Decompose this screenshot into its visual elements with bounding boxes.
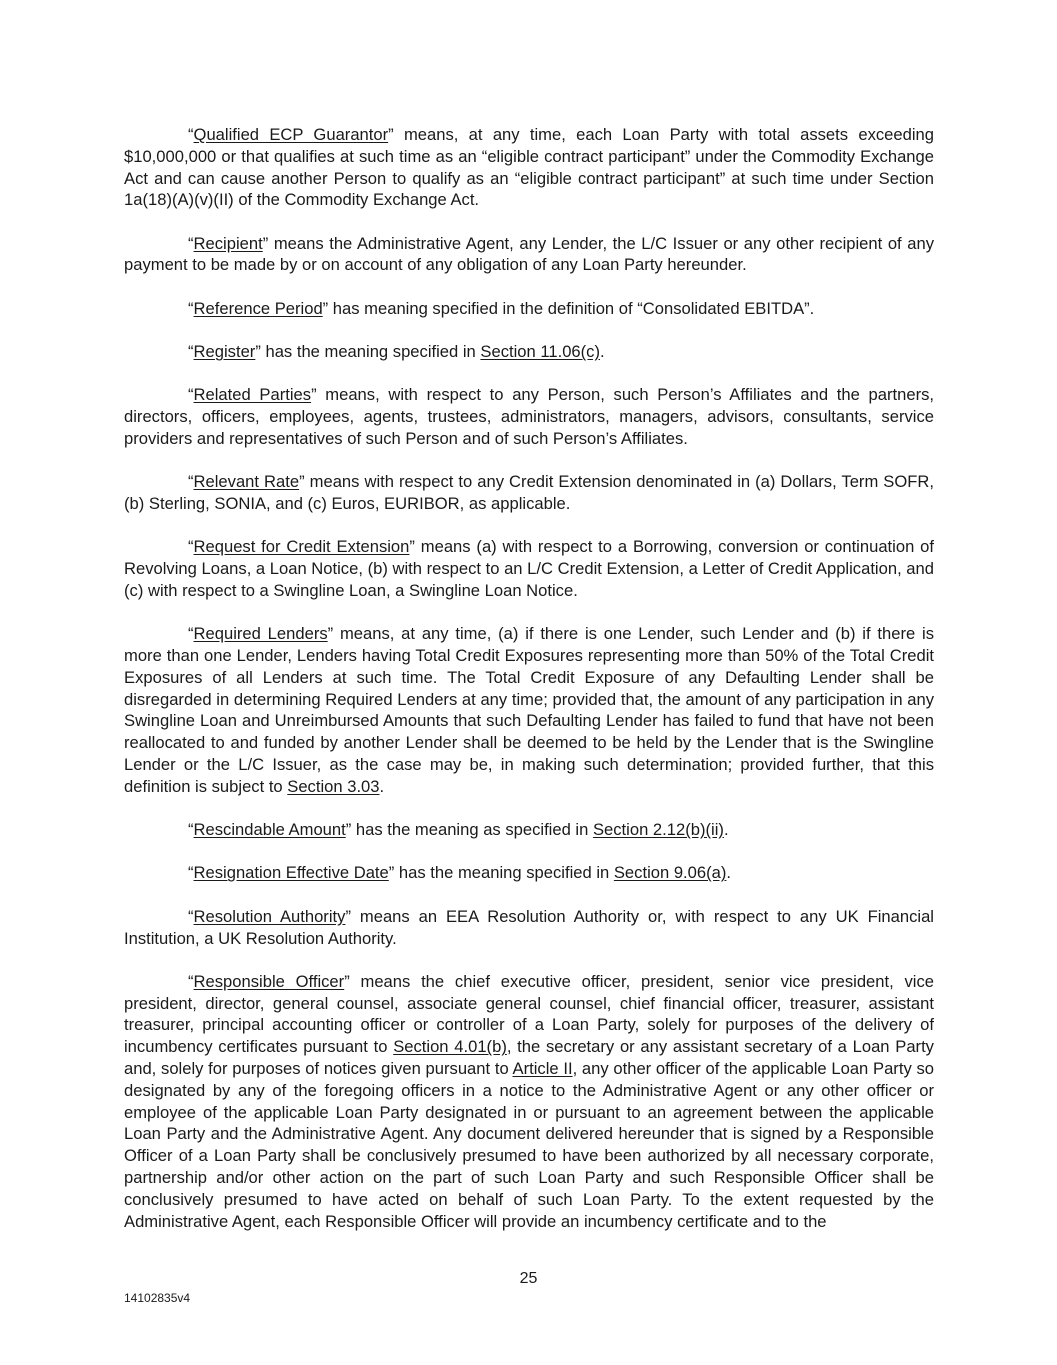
- section-reference: Section 4.01(b): [393, 1037, 507, 1057]
- defined-term: Rescindable Amount: [193, 820, 346, 840]
- document-id: 14102835v4: [124, 1291, 191, 1305]
- section-reference: Section 2.12(b)(ii): [592, 820, 724, 840]
- section-reference: Section 9.06(a): [613, 863, 727, 883]
- defined-term: Reference Period: [193, 298, 323, 318]
- definition-rescindable-amount: “Rescindable Amount” has the meaning as specified in Section 2.12(b)(ii).: [188, 820, 729, 840]
- defined-term: Recipient: [193, 233, 263, 253]
- defined-term: Required Lenders: [193, 624, 328, 644]
- page-number: 25: [519, 1270, 538, 1287]
- definition-request-for-credit-extension: “Request for Credit Extension” means (a) with respect to a Borrowing, conversion or continuation of Revolving Loans, a Loan Notice, (b) with respect to an L/C Credit Extension, a Letter of Credit Application, and (c) with respect to a Swingline Loan, a Swingline Loan Notice.: [124, 537, 934, 600]
- definition-relevant-rate: “Relevant Rate” means with respect to any Credit Extension denominated in (a) Dollars, Term SOFR, (b) Sterling, SONIA, and (c) Euros, EURIBOR, as applicable.: [124, 472, 934, 514]
- section-reference: Section 3.03: [287, 776, 380, 796]
- article-reference: Article II: [512, 1059, 573, 1078]
- definition-recipient: “Recipient” means the Administrative Agent, any Lender, the L/C Issuer or any other recipient of any payment to be made by or on account of any obligation of any Loan Party hereunder.: [124, 233, 934, 275]
- definition-related-parties: “Related Parties” means, with respect to any Person, such Person’s Affiliates and the partners, directors, officers, employees, agents, trustees, administrators, managers, advisors, consultants, service providers and representatives of such Person and of such Person’s Affiliates.: [124, 385, 935, 448]
- defined-term: Qualified ECP Guarantor: [193, 125, 389, 144]
- definition-resignation-effective-date: “Resignation Effective Date” has the meaning specified in Section 9.06(a).: [188, 863, 732, 883]
- section-reference: Section 11.06(c): [480, 342, 601, 362]
- definition-reference-period: “Reference Period” has meaning specified in the definition of “Consolidated EBITDA”.: [188, 298, 815, 318]
- defined-term: Related Parties: [193, 385, 312, 405]
- definition-qualified-ecp-guarantor: “Qualified ECP Guarantor” means, at any time, each Loan Party with total assets exceeding $10,000,000 or that qualifies at such time as an “eligible contract participant” under the Commodity Exchange Act and can cause another Person to qualify as an “eligible contract participant” at such time under Section 1a(18)(A)(v)(II) of the Commodity Exchange Act.: [124, 125, 934, 210]
- definition-required-lenders: “Required Lenders” means, at any time, (a) if there is one Lender, such Lender and (b) if there is more than one Lender, Lenders having Total Credit Exposures representing more than 50% of the Total Credit Exposures of all Lenders at such time. The Total Credit Exposure of any Defaulting Lender shall be disregarded in determining Required Lenders at any time; provided that, the amount of any participation in any Swingline Loan and Unreimbursed Amounts that such Defaulting Lender has failed to fund that have not been reallocated to and funded by another Lender shall be deemed to be held by the Lender that is the Swingline Lender or the L/C Issuer, as the case may be, in making such determination; provided further, that this definition is subject to Section 3.03.: [124, 624, 934, 796]
- defined-term: Request for Credit Extension: [193, 537, 410, 557]
- defined-term: Resignation Effective Date: [193, 863, 389, 883]
- defined-term: Register: [193, 342, 256, 362]
- defined-term: Responsible Officer: [193, 971, 345, 991]
- defined-term: Relevant Rate: [193, 472, 300, 492]
- document-body: [124, 124, 934, 1254]
- definition-resolution-authority: “Resolution Authority” means an EEA Resolution Authority or, with respect to any UK Financial Institution, a UK Resolution Authority.: [124, 906, 934, 948]
- defined-term: Resolution Authority: [193, 906, 346, 926]
- definition-responsible-officer: “Responsible Officer” means the chief executive officer, president, senior vice president, vice president, director, general counsel, associate general counsel, chief financial officer, treasurer, assistant treasurer, principal accounting officer or controller of a Loan Party, solely for purposes of the delivery of incumbency certificates pursuant to Section 4.01(b), the secretary or any assistant secretary of a Loan Party and, solely for purposes of notices given pursuant to Article II, any other officer of the applicable Loan Party so designated by any of the foregoing officers in a notice to the Administrative Agent or any other officer or employee of the applicable Loan Party designated in or pursuant to an agreement between the applicable Loan Party and the Administrative Agent. Any document delivered hereunder that is signed by a Responsible Officer of a Loan Party shall be conclusively presumed to have been authorized by all necessary corporate, partnership and/or other action on the part of such Loan Party and such Responsible Officer shall be conclusively presumed to have acted on behalf of such Loan Party. To the extent requested by the Administrative Agent, each Responsible Officer will provide an incumbency certificate and to the: [124, 971, 935, 1231]
- definition-register: “Register” has the meaning specified in Section 11.06(c).: [188, 342, 605, 362]
